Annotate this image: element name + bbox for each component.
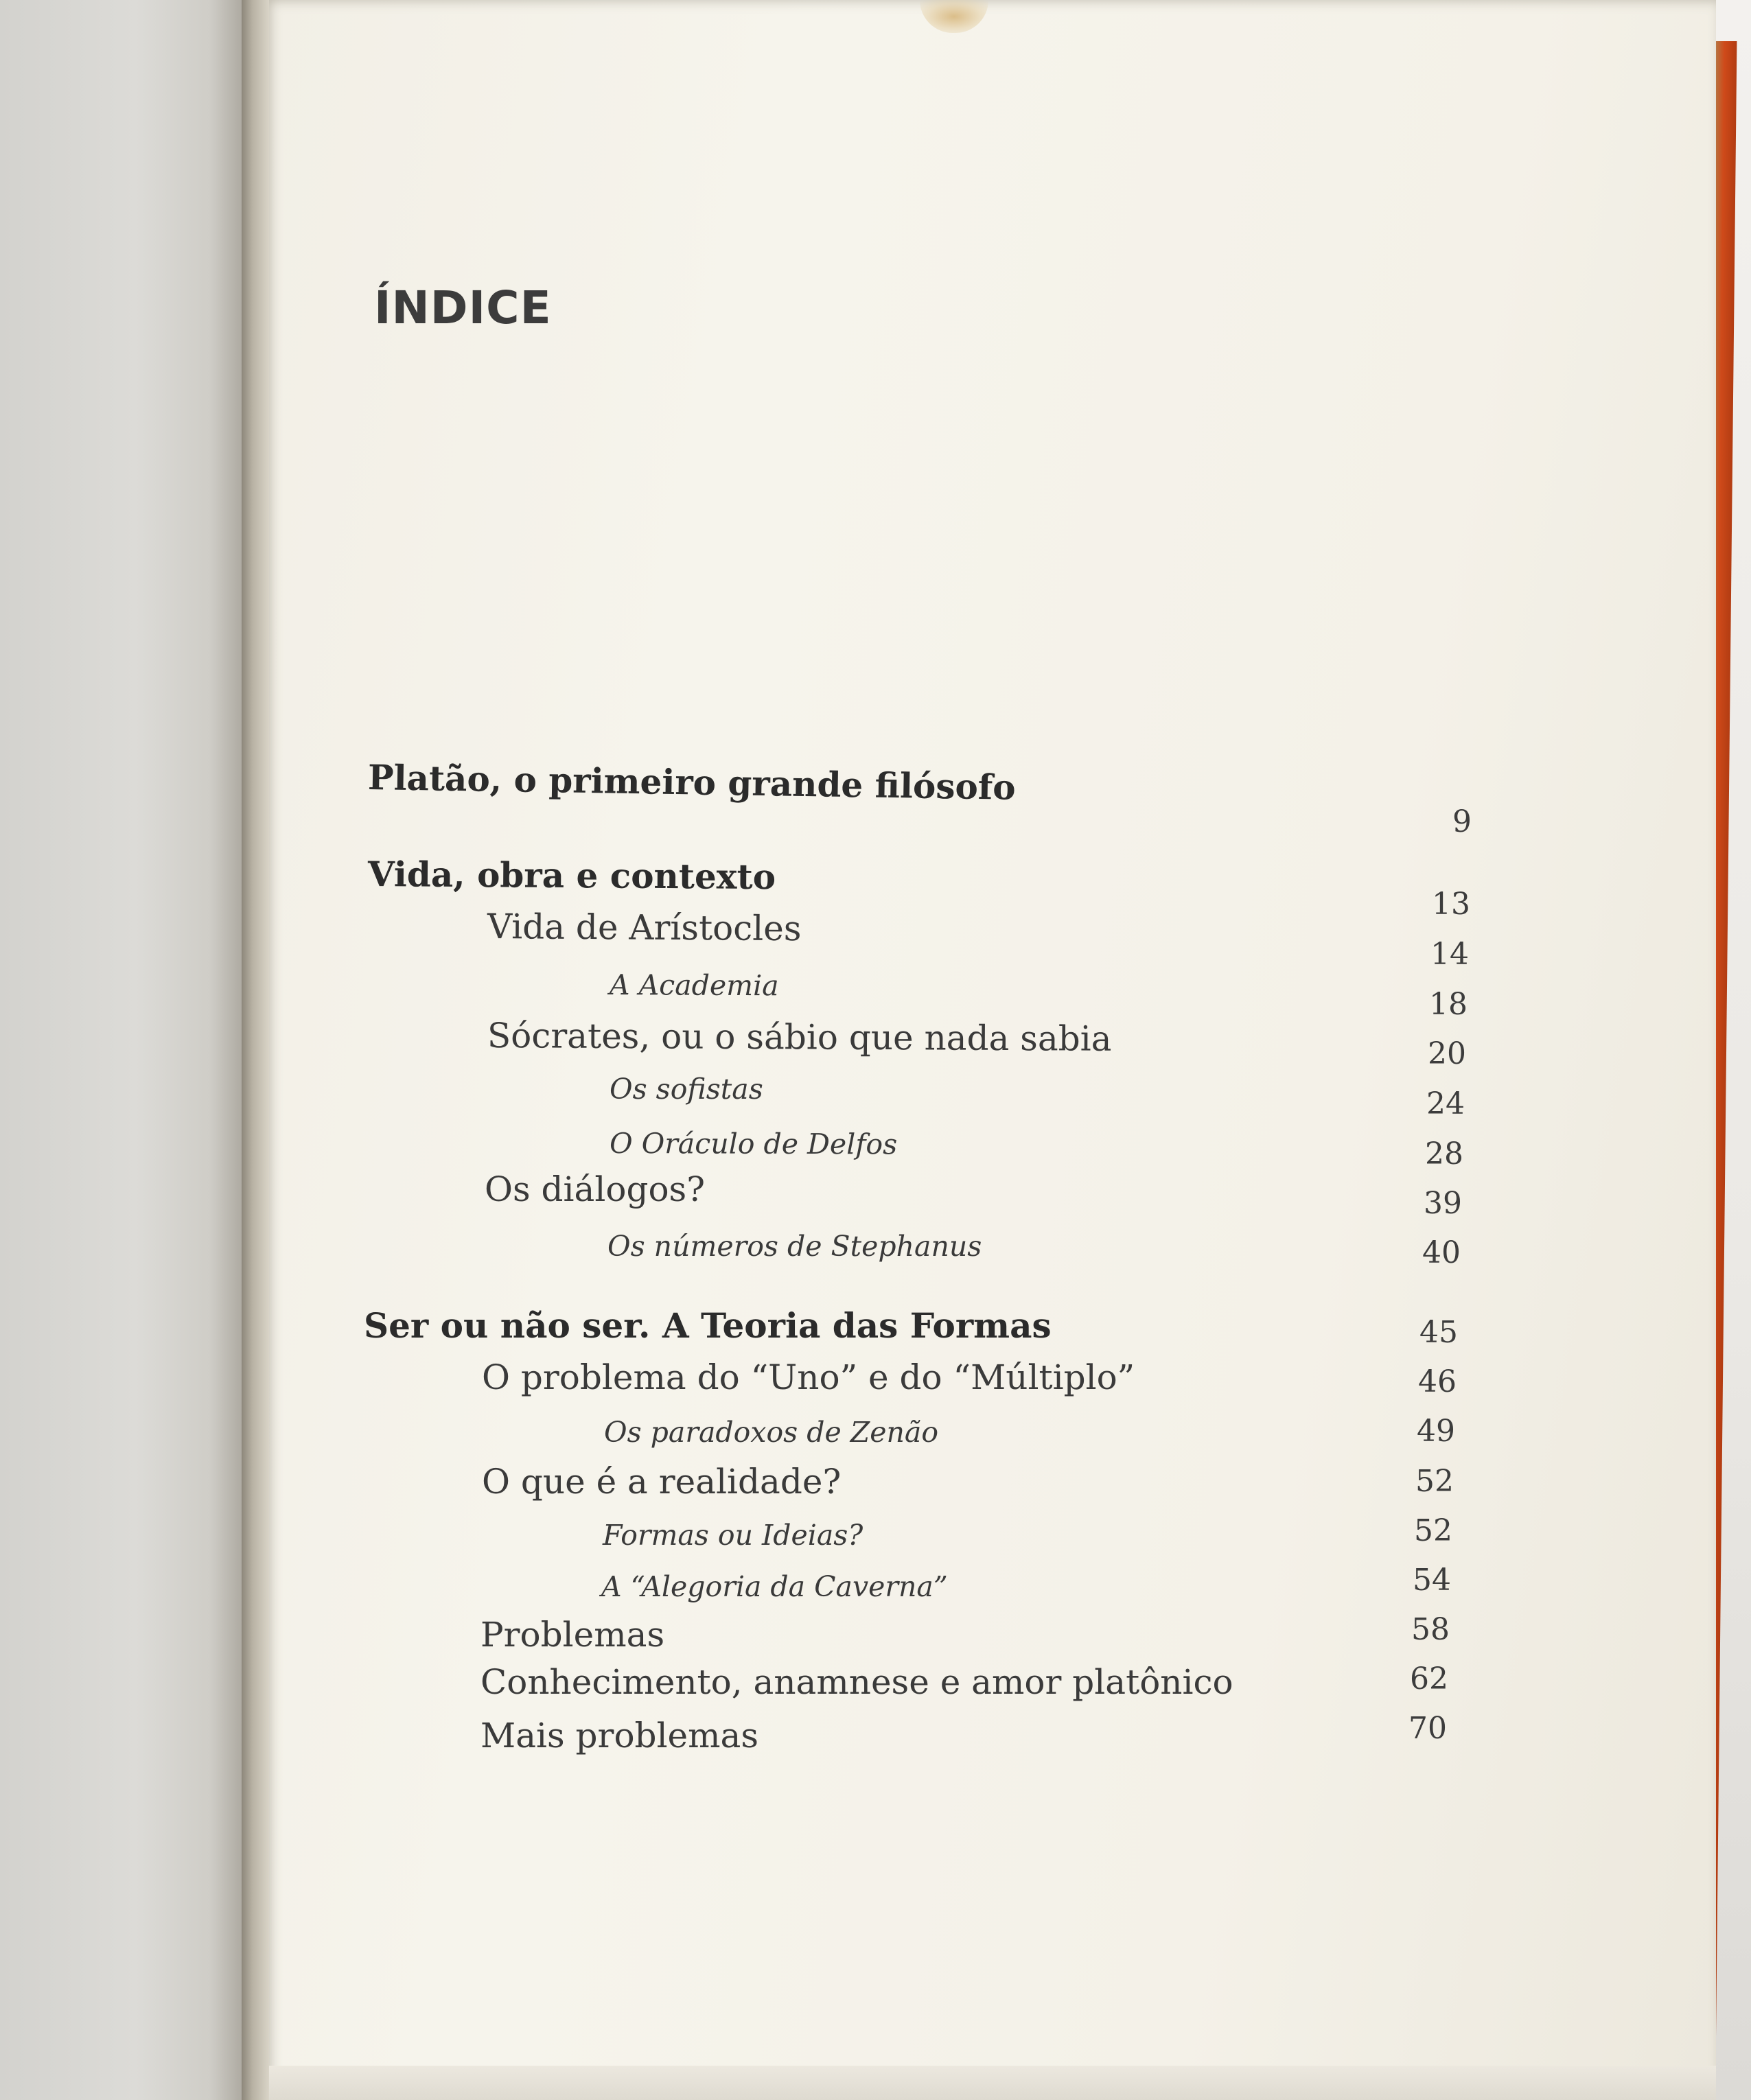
toc-entry-chapter: Vida, obra e contexto xyxy=(367,854,776,898)
toc-page-number: 54 xyxy=(1413,1563,1451,1598)
toc-page-number: 28 xyxy=(1425,1136,1463,1171)
toc-entry-section: Conhecimento, anamnese e amor platônico xyxy=(480,1662,1233,1702)
toc-page-number: 18 xyxy=(1429,987,1468,1022)
toc-entry-subsection: A Academia xyxy=(609,968,779,1003)
toc-page-number: 52 xyxy=(1415,1464,1454,1499)
toc-page-number: 20 xyxy=(1428,1036,1466,1071)
toc-entry-subsection: Formas ou Ideias? xyxy=(603,1519,863,1552)
toc-page-number: 45 xyxy=(1419,1315,1458,1350)
toc-entry-subsection: Os sofistas xyxy=(610,1073,763,1106)
toc-entry-subsection: A “Alegoria da Caverna” xyxy=(601,1570,948,1603)
toc-entry-chapter: Ser ou não ser. A Teoria das Formas xyxy=(364,1305,1052,1346)
toc-entry-chapter: Platão, o primeiro grande filósofo xyxy=(367,757,1017,808)
toc-entry-section: Problemas xyxy=(480,1615,665,1655)
toc-page-number: 9 xyxy=(1452,804,1472,839)
toc-page-number: 52 xyxy=(1414,1513,1452,1548)
toc-page-number: 49 xyxy=(1417,1414,1455,1449)
toc-entry-subsection: Os números de Stephanus xyxy=(607,1230,982,1263)
toc-page-number: 58 xyxy=(1411,1612,1450,1647)
toc-entry-section: Vida de Arístocles xyxy=(487,907,802,949)
toc-entry-section: Os diálogos? xyxy=(485,1169,706,1209)
page-title: ÍNDICE xyxy=(374,281,552,334)
toc-entry-section: O problema do “Uno” e do “Múltiplo” xyxy=(482,1357,1135,1397)
toc-page-number: 46 xyxy=(1418,1364,1457,1399)
toc-page-number: 62 xyxy=(1410,1661,1448,1696)
toc-entry-subsection: Os paradoxos de Zenão xyxy=(604,1416,939,1449)
toc-page-number: 13 xyxy=(1432,887,1470,922)
toc-page-number: 24 xyxy=(1426,1086,1465,1121)
toc-entry-subsection: O Oráculo de Delfos xyxy=(609,1127,898,1161)
toc-entry-section: Mais problemas xyxy=(480,1716,759,1755)
toc-page-number: 14 xyxy=(1430,937,1469,972)
toc-page-number: 40 xyxy=(1422,1235,1461,1270)
toc-entry-section: O que é a realidade? xyxy=(482,1462,842,1502)
toc-page-number: 70 xyxy=(1408,1711,1447,1746)
toc-page-number: 39 xyxy=(1424,1186,1462,1221)
toc-entry-section: Sócrates, ou o sábio que nada sabia xyxy=(487,1016,1112,1059)
